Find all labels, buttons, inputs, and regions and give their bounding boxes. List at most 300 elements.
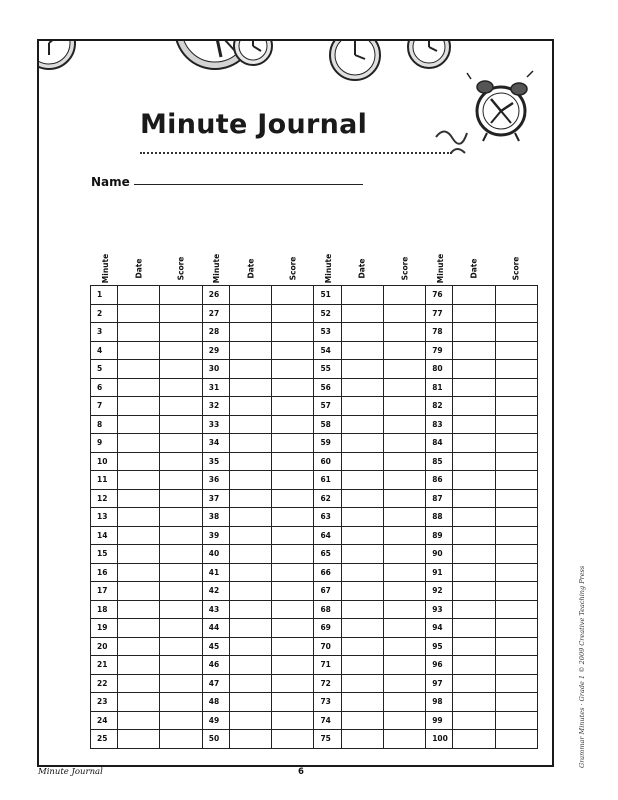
date-entry-cell[interactable]	[229, 341, 271, 360]
date-entry-cell[interactable]	[118, 693, 160, 712]
date-entry-cell[interactable]	[229, 545, 271, 564]
title-dotted-rule	[140, 152, 452, 154]
score-entry-cell[interactable]	[160, 341, 202, 360]
column-header	[341, 251, 383, 286]
score-entry-cell[interactable]	[383, 674, 425, 693]
score-entry-cell[interactable]	[160, 619, 202, 638]
minute-journal-table	[90, 251, 538, 749]
date-entry-cell[interactable]	[229, 674, 271, 693]
score-entry-cell[interactable]	[272, 619, 314, 638]
copyright-credit: Grammar Minutes · Grade 1 © 2009 Creative Teaching Press	[578, 565, 586, 768]
minute-number-cell: 99	[426, 711, 453, 730]
date-entry-cell[interactable]	[341, 711, 383, 730]
date-entry-cell[interactable]	[229, 730, 271, 749]
score-entry-cell[interactable]	[272, 286, 314, 305]
score-entry-cell[interactable]	[272, 508, 314, 527]
score-entry-cell[interactable]	[272, 471, 314, 490]
minute-number-cell: 76	[426, 286, 453, 305]
date-entry-cell[interactable]	[453, 323, 495, 342]
date-entry-cell[interactable]	[229, 489, 271, 508]
date-entry-cell[interactable]	[118, 489, 160, 508]
column-header-label: Date	[134, 258, 144, 279]
date-entry-cell[interactable]	[229, 323, 271, 342]
date-entry-cell[interactable]	[229, 452, 271, 471]
minute-number-cell: 98	[426, 693, 453, 712]
page-title: Minute Journal	[140, 109, 368, 140]
date-entry-cell[interactable]	[453, 471, 495, 490]
score-entry-cell[interactable]	[383, 508, 425, 527]
date-entry-cell[interactable]	[229, 508, 271, 527]
minute-number-cell: 64	[314, 526, 341, 545]
score-entry-cell[interactable]	[383, 693, 425, 712]
score-entry-cell[interactable]	[495, 434, 537, 453]
score-entry-cell[interactable]	[272, 378, 314, 397]
date-entry-cell[interactable]	[453, 397, 495, 416]
minute-number-cell: 66	[314, 563, 341, 582]
date-entry-cell[interactable]	[453, 711, 495, 730]
date-entry-cell[interactable]	[341, 545, 383, 564]
date-entry-cell[interactable]	[341, 471, 383, 490]
table-row	[91, 582, 538, 601]
minute-number-cell: 19	[91, 619, 118, 638]
score-entry-cell[interactable]	[495, 730, 537, 749]
score-entry-cell[interactable]	[160, 508, 202, 527]
date-entry-cell[interactable]	[118, 471, 160, 490]
score-entry-cell[interactable]	[495, 489, 537, 508]
minute-number-cell: 35	[202, 452, 229, 471]
minute-number-cell: 7	[91, 397, 118, 416]
column-header-label: Score	[288, 256, 298, 281]
date-entry-cell[interactable]	[118, 600, 160, 619]
date-entry-cell[interactable]	[118, 452, 160, 471]
score-entry-cell[interactable]	[160, 674, 202, 693]
minute-number-cell: 10	[91, 452, 118, 471]
score-entry-cell[interactable]	[272, 415, 314, 434]
date-entry-cell[interactable]	[453, 656, 495, 675]
date-entry-cell[interactable]	[229, 656, 271, 675]
date-entry-cell[interactable]	[453, 304, 495, 323]
date-entry-cell[interactable]	[341, 489, 383, 508]
minute-number-cell: 37	[202, 489, 229, 508]
date-entry-cell[interactable]	[118, 323, 160, 342]
date-entry-cell[interactable]	[229, 434, 271, 453]
score-entry-cell[interactable]	[160, 656, 202, 675]
score-entry-cell[interactable]	[160, 637, 202, 656]
table-row	[91, 545, 538, 564]
score-entry-cell[interactable]	[272, 637, 314, 656]
score-entry-cell[interactable]	[383, 360, 425, 379]
date-entry-cell[interactable]	[229, 378, 271, 397]
score-entry-cell[interactable]	[272, 693, 314, 712]
minute-number-cell: 61	[314, 471, 341, 490]
minute-number-cell: 81	[426, 378, 453, 397]
date-entry-cell[interactable]	[229, 582, 271, 601]
minute-number-cell: 43	[202, 600, 229, 619]
column-header-label: Score	[176, 256, 186, 281]
score-entry-cell[interactable]	[495, 600, 537, 619]
score-entry-cell[interactable]	[272, 582, 314, 601]
score-entry-cell[interactable]	[383, 637, 425, 656]
score-entry-cell[interactable]	[160, 360, 202, 379]
score-entry-cell[interactable]	[383, 341, 425, 360]
column-header-label: Score	[400, 256, 410, 281]
score-entry-cell[interactable]	[495, 471, 537, 490]
table-row	[91, 489, 538, 508]
minute-number-cell: 38	[202, 508, 229, 527]
minute-number-cell: 28	[202, 323, 229, 342]
minute-number-cell: 82	[426, 397, 453, 416]
date-entry-cell[interactable]	[453, 563, 495, 582]
date-entry-cell[interactable]	[341, 656, 383, 675]
score-entry-cell[interactable]	[160, 323, 202, 342]
score-entry-cell[interactable]	[272, 526, 314, 545]
date-entry-cell[interactable]	[118, 711, 160, 730]
score-entry-cell[interactable]	[383, 434, 425, 453]
score-entry-cell[interactable]	[495, 341, 537, 360]
score-entry-cell[interactable]	[495, 582, 537, 601]
footer-title: Minute Journal	[38, 767, 103, 777]
date-entry-cell[interactable]	[118, 304, 160, 323]
column-header	[160, 251, 202, 286]
table-row	[91, 397, 538, 416]
minute-number-cell: 54	[314, 341, 341, 360]
minute-number-cell: 88	[426, 508, 453, 527]
score-entry-cell[interactable]	[383, 582, 425, 601]
score-entry-cell[interactable]	[160, 471, 202, 490]
date-entry-cell[interactable]	[118, 434, 160, 453]
minute-number-cell: 91	[426, 563, 453, 582]
score-entry-cell[interactable]	[383, 323, 425, 342]
score-entry-cell[interactable]	[495, 545, 537, 564]
date-entry-cell[interactable]	[341, 619, 383, 638]
date-entry-cell[interactable]	[453, 730, 495, 749]
date-entry-cell[interactable]	[229, 619, 271, 638]
score-entry-cell[interactable]	[495, 378, 537, 397]
date-entry-cell[interactable]	[453, 600, 495, 619]
minute-number-cell: 40	[202, 545, 229, 564]
score-entry-cell[interactable]	[495, 711, 537, 730]
date-entry-cell[interactable]	[453, 582, 495, 601]
date-entry-cell[interactable]	[229, 693, 271, 712]
score-entry-cell[interactable]	[160, 434, 202, 453]
score-entry-cell[interactable]	[383, 563, 425, 582]
score-entry-cell[interactable]	[160, 563, 202, 582]
date-entry-cell[interactable]	[453, 415, 495, 434]
minute-number-cell: 4	[91, 341, 118, 360]
score-entry-cell[interactable]	[272, 323, 314, 342]
table-row	[91, 693, 538, 712]
score-entry-cell[interactable]	[495, 304, 537, 323]
score-entry-cell[interactable]	[272, 397, 314, 416]
page-number: 6	[298, 767, 304, 777]
minute-number-cell: 33	[202, 415, 229, 434]
date-entry-cell[interactable]	[453, 674, 495, 693]
score-entry-cell[interactable]	[495, 452, 537, 471]
table-row	[91, 341, 538, 360]
date-entry-cell[interactable]	[118, 637, 160, 656]
score-entry-cell[interactable]	[160, 452, 202, 471]
score-entry-cell[interactable]	[495, 656, 537, 675]
date-entry-cell[interactable]	[453, 508, 495, 527]
date-entry-cell[interactable]	[341, 637, 383, 656]
score-entry-cell[interactable]	[383, 711, 425, 730]
score-entry-cell[interactable]	[160, 693, 202, 712]
minute-number-cell: 73	[314, 693, 341, 712]
date-entry-cell[interactable]	[118, 656, 160, 675]
date-entry-cell[interactable]	[229, 286, 271, 305]
date-entry-cell[interactable]	[341, 341, 383, 360]
score-entry-cell[interactable]	[160, 415, 202, 434]
score-entry-cell[interactable]	[160, 730, 202, 749]
date-entry-cell[interactable]	[229, 397, 271, 416]
date-entry-cell[interactable]	[453, 489, 495, 508]
minute-number-cell: 11	[91, 471, 118, 490]
date-entry-cell[interactable]	[118, 674, 160, 693]
date-entry-cell[interactable]	[341, 323, 383, 342]
score-entry-cell[interactable]	[495, 619, 537, 638]
score-entry-cell[interactable]	[495, 637, 537, 656]
date-entry-cell[interactable]	[341, 674, 383, 693]
column-header-label: Minute	[435, 253, 445, 284]
score-entry-cell[interactable]	[383, 730, 425, 749]
date-entry-cell[interactable]	[118, 526, 160, 545]
score-entry-cell[interactable]	[160, 526, 202, 545]
date-entry-cell[interactable]	[453, 452, 495, 471]
date-entry-cell[interactable]	[118, 730, 160, 749]
score-entry-cell[interactable]	[272, 489, 314, 508]
minute-number-cell: 78	[426, 323, 453, 342]
date-entry-cell[interactable]	[341, 415, 383, 434]
score-entry-cell[interactable]	[383, 415, 425, 434]
column-header-label: Date	[357, 258, 367, 279]
score-entry-cell[interactable]	[272, 711, 314, 730]
minute-number-cell: 51	[314, 286, 341, 305]
minute-number-cell: 85	[426, 452, 453, 471]
minute-number-cell: 21	[91, 656, 118, 675]
date-entry-cell[interactable]	[341, 434, 383, 453]
date-entry-cell[interactable]	[341, 693, 383, 712]
date-entry-cell[interactable]	[341, 378, 383, 397]
table-row	[91, 286, 538, 305]
score-entry-cell[interactable]	[495, 360, 537, 379]
score-entry-cell[interactable]	[495, 415, 537, 434]
score-entry-cell[interactable]	[383, 526, 425, 545]
score-entry-cell[interactable]	[272, 674, 314, 693]
column-header-label: Minute	[324, 253, 334, 284]
score-entry-cell[interactable]	[272, 730, 314, 749]
date-entry-cell[interactable]	[453, 360, 495, 379]
wall-clock-icon	[169, 39, 279, 72]
column-header	[383, 251, 425, 286]
minute-number-cell: 68	[314, 600, 341, 619]
date-entry-cell[interactable]	[229, 526, 271, 545]
minute-number-cell: 96	[426, 656, 453, 675]
column-header	[495, 251, 537, 286]
minute-number-cell: 9	[91, 434, 118, 453]
score-entry-cell[interactable]	[272, 452, 314, 471]
score-entry-cell[interactable]	[383, 656, 425, 675]
table-row	[91, 415, 538, 434]
minute-number-cell: 74	[314, 711, 341, 730]
minute-number-cell: 62	[314, 489, 341, 508]
minute-number-cell: 53	[314, 323, 341, 342]
date-entry-cell[interactable]	[118, 563, 160, 582]
score-entry-cell[interactable]	[272, 341, 314, 360]
minute-number-cell: 55	[314, 360, 341, 379]
date-entry-cell[interactable]	[229, 360, 271, 379]
score-entry-cell[interactable]	[272, 656, 314, 675]
minute-number-cell: 15	[91, 545, 118, 564]
date-entry-cell[interactable]	[453, 341, 495, 360]
minute-number-cell: 42	[202, 582, 229, 601]
score-entry-cell[interactable]	[383, 545, 425, 564]
score-entry-cell[interactable]	[160, 397, 202, 416]
column-header	[314, 251, 341, 286]
date-entry-cell[interactable]	[229, 600, 271, 619]
score-entry-cell[interactable]	[495, 674, 537, 693]
date-entry-cell[interactable]	[118, 341, 160, 360]
score-entry-cell[interactable]	[495, 397, 537, 416]
score-entry-cell[interactable]	[383, 471, 425, 490]
score-entry-cell[interactable]	[272, 304, 314, 323]
score-entry-cell[interactable]	[383, 286, 425, 305]
minute-number-cell: 36	[202, 471, 229, 490]
date-entry-cell[interactable]	[118, 545, 160, 564]
worksheet-frame	[37, 39, 554, 767]
date-entry-cell[interactable]	[341, 397, 383, 416]
date-entry-cell[interactable]	[229, 304, 271, 323]
date-entry-cell[interactable]	[453, 619, 495, 638]
minute-number-cell: 71	[314, 656, 341, 675]
score-entry-cell[interactable]	[160, 378, 202, 397]
score-entry-cell[interactable]	[272, 434, 314, 453]
date-entry-cell[interactable]	[341, 304, 383, 323]
date-entry-cell[interactable]	[118, 582, 160, 601]
date-entry-cell[interactable]	[229, 711, 271, 730]
column-header	[91, 251, 118, 286]
score-entry-cell[interactable]	[383, 619, 425, 638]
date-entry-cell[interactable]	[341, 508, 383, 527]
date-entry-cell[interactable]	[229, 471, 271, 490]
date-entry-cell[interactable]	[341, 563, 383, 582]
minute-number-cell: 95	[426, 637, 453, 656]
table-row	[91, 508, 538, 527]
minute-number-cell: 16	[91, 563, 118, 582]
score-entry-cell[interactable]	[383, 600, 425, 619]
table-row	[91, 711, 538, 730]
score-entry-cell[interactable]	[160, 304, 202, 323]
wall-clock-icon	[327, 39, 383, 85]
date-entry-cell[interactable]	[118, 619, 160, 638]
minute-number-cell: 92	[426, 582, 453, 601]
minute-number-cell: 12	[91, 489, 118, 508]
date-entry-cell[interactable]	[453, 545, 495, 564]
score-entry-cell[interactable]	[272, 545, 314, 564]
minute-number-cell: 87	[426, 489, 453, 508]
score-entry-cell[interactable]	[495, 563, 537, 582]
score-entry-cell[interactable]	[272, 563, 314, 582]
score-entry-cell[interactable]	[160, 600, 202, 619]
minute-number-cell: 6	[91, 378, 118, 397]
score-entry-cell[interactable]	[495, 693, 537, 712]
minute-number-cell: 79	[426, 341, 453, 360]
score-entry-cell[interactable]	[160, 711, 202, 730]
table-row	[91, 304, 538, 323]
score-entry-cell[interactable]	[495, 508, 537, 527]
date-entry-cell[interactable]	[341, 730, 383, 749]
minute-number-cell: 72	[314, 674, 341, 693]
date-entry-cell[interactable]	[453, 693, 495, 712]
score-entry-cell[interactable]	[383, 304, 425, 323]
date-entry-cell[interactable]	[453, 637, 495, 656]
score-entry-cell[interactable]	[272, 600, 314, 619]
minute-number-cell: 49	[202, 711, 229, 730]
date-entry-cell[interactable]	[229, 637, 271, 656]
column-header	[202, 251, 229, 286]
minute-number-cell: 77	[426, 304, 453, 323]
date-entry-cell[interactable]	[118, 508, 160, 527]
date-entry-cell[interactable]	[453, 286, 495, 305]
date-entry-cell[interactable]	[341, 452, 383, 471]
date-entry-cell[interactable]	[341, 582, 383, 601]
date-entry-cell[interactable]	[341, 360, 383, 379]
score-entry-cell[interactable]	[160, 545, 202, 564]
score-entry-cell[interactable]	[160, 489, 202, 508]
score-entry-cell[interactable]	[160, 582, 202, 601]
score-entry-cell[interactable]	[383, 452, 425, 471]
date-entry-cell[interactable]	[229, 415, 271, 434]
date-entry-cell[interactable]	[229, 563, 271, 582]
score-entry-cell[interactable]	[383, 378, 425, 397]
date-entry-cell[interactable]	[341, 286, 383, 305]
table-row	[91, 730, 538, 749]
date-entry-cell[interactable]	[453, 526, 495, 545]
date-entry-cell[interactable]	[118, 415, 160, 434]
minute-number-cell: 8	[91, 415, 118, 434]
date-entry-cell[interactable]	[453, 378, 495, 397]
minute-number-cell: 50	[202, 730, 229, 749]
date-entry-cell[interactable]	[118, 378, 160, 397]
score-entry-cell[interactable]	[495, 286, 537, 305]
score-entry-cell[interactable]	[160, 286, 202, 305]
score-entry-cell[interactable]	[272, 360, 314, 379]
minute-number-cell: 14	[91, 526, 118, 545]
minute-number-cell: 94	[426, 619, 453, 638]
minute-number-cell: 89	[426, 526, 453, 545]
date-entry-cell[interactable]	[341, 526, 383, 545]
score-entry-cell[interactable]	[495, 526, 537, 545]
minute-number-cell: 41	[202, 563, 229, 582]
date-entry-cell[interactable]	[118, 360, 160, 379]
score-entry-cell[interactable]	[383, 397, 425, 416]
score-entry-cell[interactable]	[495, 323, 537, 342]
column-header-label: Minute	[212, 253, 222, 284]
date-entry-cell[interactable]	[118, 286, 160, 305]
minute-number-cell: 52	[314, 304, 341, 323]
minute-number-cell: 44	[202, 619, 229, 638]
name-input-line[interactable]	[134, 184, 363, 185]
minute-number-cell: 83	[426, 415, 453, 434]
date-entry-cell[interactable]	[118, 397, 160, 416]
table-row	[91, 452, 538, 471]
minute-number-cell: 69	[314, 619, 341, 638]
minute-number-cell: 100	[426, 730, 453, 749]
score-entry-cell[interactable]	[383, 489, 425, 508]
column-header	[453, 251, 495, 286]
minute-number-cell: 57	[314, 397, 341, 416]
date-entry-cell[interactable]	[341, 600, 383, 619]
date-entry-cell[interactable]	[453, 434, 495, 453]
